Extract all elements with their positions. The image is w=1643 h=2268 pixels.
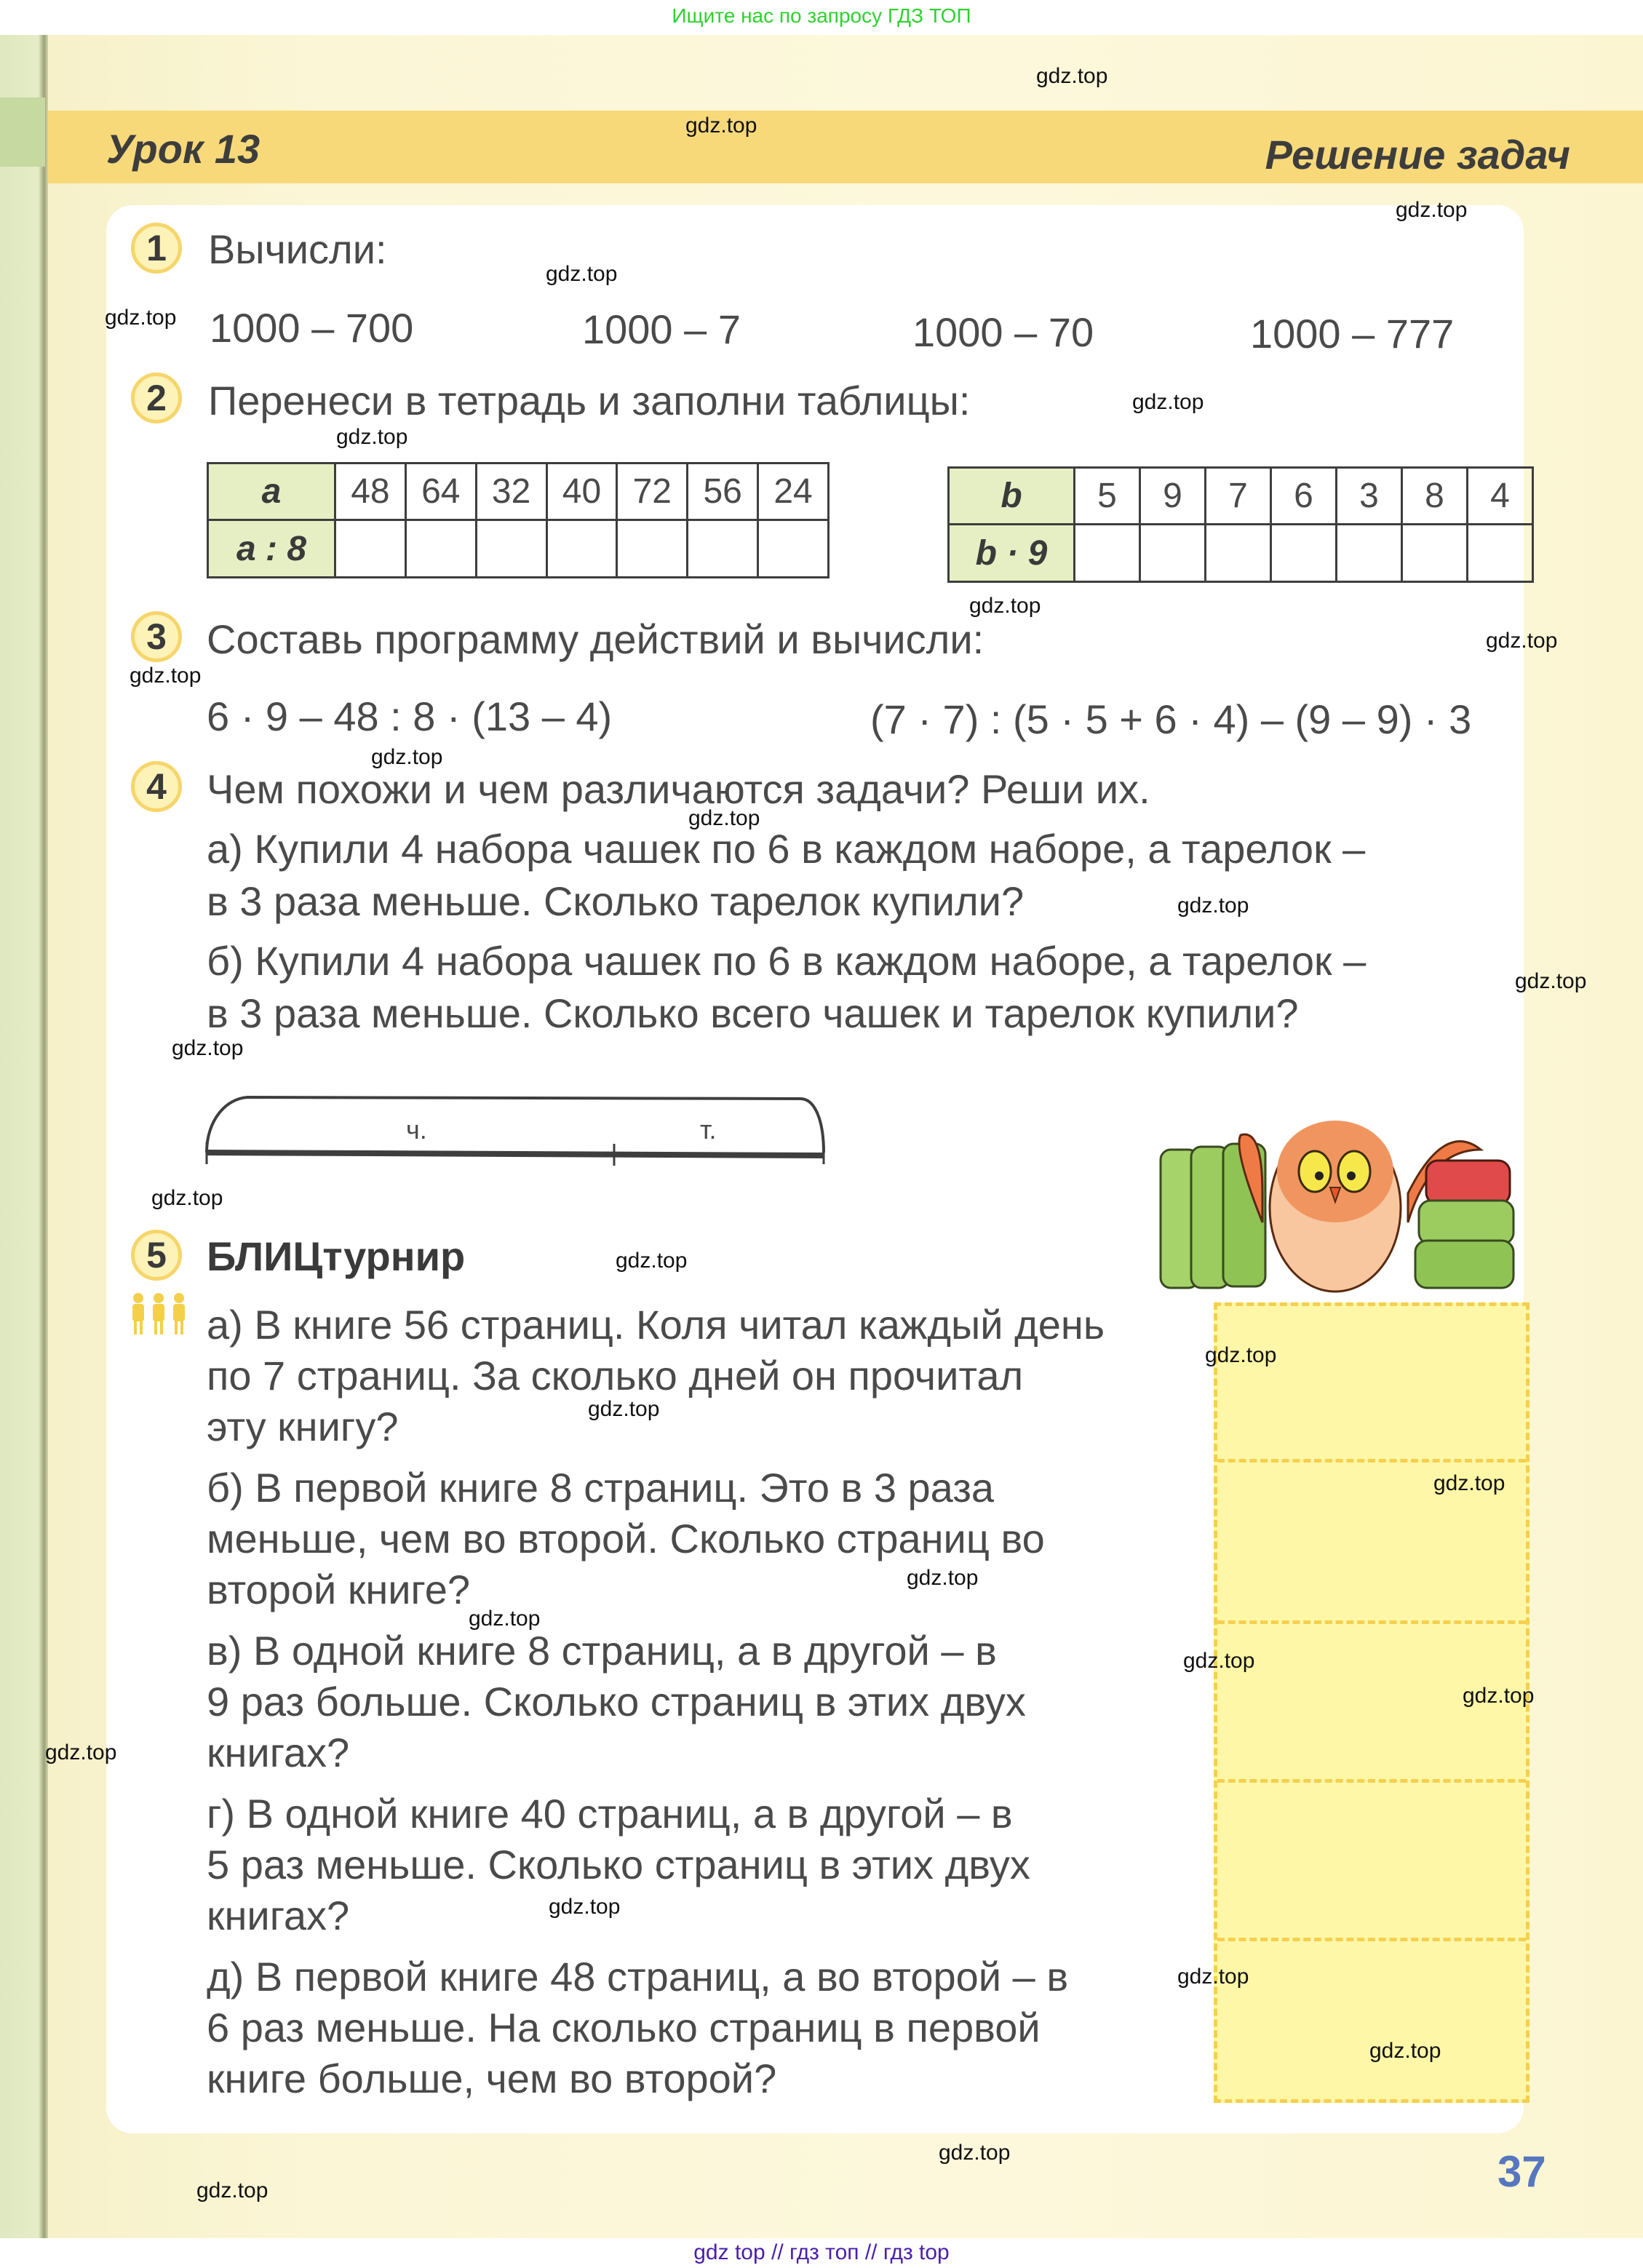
watermark: gdz.top: [1463, 1684, 1535, 1708]
table-a-empty-cell: [476, 520, 546, 578]
task-5v-line: 9 раз больше. Сколько страниц в этих двух: [207, 1679, 1026, 1724]
watermark: gdz.top: [1036, 64, 1108, 88]
table-b-empty-cell: [1075, 525, 1140, 582]
watermark: gdz.top: [549, 1895, 621, 1919]
task-4-title: Чем похожи и чем различаются задачи? Реши их.: [207, 766, 1150, 812]
table-b-empty-cell: [1206, 525, 1271, 582]
segment-diagram: [204, 1091, 830, 1171]
task-5-title: БЛИЦтурнир: [207, 1233, 466, 1279]
table-b-empty-cell: [1468, 525, 1533, 582]
task-5b-line: б) В первой книге 8 страниц. Это в 3 раза: [207, 1465, 995, 1511]
task-5b-line: меньше, чем во второй. Сколько страниц во: [207, 1516, 1045, 1561]
task-5a-line: эту книгу?: [207, 1404, 399, 1449]
watermark: gdz.top: [546, 262, 618, 286]
table-b-value: 3: [1337, 468, 1402, 525]
watermark: gdz.top: [130, 664, 202, 688]
task-1-expression: 1000 – 7: [582, 306, 741, 352]
diagram-label-plates: т.: [700, 1115, 717, 1145]
table-b-header-b-times-9: b · 9: [949, 525, 1075, 582]
spine-color-band: [0, 98, 45, 167]
table-a-empty-cell: [688, 520, 758, 578]
task-3-title: Составь программу действий и вычисли:: [207, 616, 984, 662]
table-a-empty-cell: [758, 520, 829, 578]
task-number-5: 5: [131, 1230, 182, 1281]
task-5v-line: в) В одной книге 8 страниц, а в другой – в: [207, 1628, 997, 1674]
watermark: gdz.top: [172, 1036, 244, 1060]
task-1-title: Вычисли:: [208, 226, 387, 272]
table-b-header-b: b: [949, 468, 1075, 525]
task-3-expression-2: (7 · 7) : (5 · 5 + 6 · 4) – (9 – 9) · 3: [870, 696, 1472, 742]
watermark: gdz.top: [907, 1566, 979, 1590]
page-number: 37: [1497, 2147, 1546, 2196]
answer-card-divider: [1217, 1938, 1526, 1941]
watermark: gdz.top: [1515, 969, 1587, 993]
group-work-icon: [128, 1292, 191, 1336]
table-a-value: 72: [617, 463, 688, 520]
task-5g-line: г) В одной книге 40 страниц, а в другой – в: [207, 1791, 1013, 1837]
owl-with-books-illustration: [1153, 1106, 1524, 1295]
table-a-empty-cell: [617, 520, 688, 578]
task-5v-line: книгах?: [207, 1730, 350, 1775]
table-b-empty-cell: [1337, 525, 1402, 582]
table-b-empty-cell: [1140, 525, 1206, 582]
table-b-value: 6: [1271, 468, 1337, 525]
book-spine: [0, 35, 48, 2238]
table-a-value: 32: [476, 463, 546, 520]
table-b-value: 5: [1075, 468, 1140, 525]
task-5d-line: 6 раз меньше. На сколько страниц в первой: [207, 2005, 1041, 2050]
watermark: gdz.top: [1396, 198, 1468, 222]
watermark: gdz.top: [1177, 1965, 1249, 1989]
task-5a-line: а) В книге 56 страниц. Коля читал каждый день: [207, 1302, 1105, 1348]
task-5d-line: книге больше, чем во второй?: [207, 2056, 777, 2101]
table-a-empty-cell: [405, 520, 476, 578]
table-b-value: 4: [1468, 468, 1533, 525]
watermark: gdz.top: [939, 2141, 1011, 2165]
task-number-3: 3: [131, 611, 182, 662]
answer-card-divider: [1217, 1459, 1526, 1463]
answer-card-divider: [1217, 1779, 1526, 1783]
watermark: gdz.top: [1132, 390, 1204, 414]
table-a-header-a-div-8: a : 8: [208, 520, 335, 578]
table-a: [207, 462, 830, 578]
watermark: gdz.top: [1369, 2039, 1441, 2063]
watermark: gdz.top: [616, 1249, 688, 1273]
watermark: gdz.top: [1183, 1649, 1255, 1673]
task-5d-line: д) В первой книге 48 страниц, а во второй – в: [207, 1954, 1069, 2000]
table-a-value: 40: [546, 463, 617, 520]
table-b: [947, 466, 1534, 583]
watermark: gdz.top: [588, 1397, 660, 1421]
watermark: gdz.top: [105, 306, 177, 330]
lesson-topic: Решение задач: [1265, 132, 1570, 178]
watermark: gdz.top: [469, 1607, 541, 1631]
task-number-4: 4: [131, 761, 182, 812]
task-4b-line: б) Купили 4 набора чашек по 6 в каждом наборе, а тарелок –: [207, 938, 1366, 984]
table-a-value: 48: [335, 463, 406, 520]
watermark: gdz.top: [1486, 629, 1558, 653]
task-number-1: 1: [131, 223, 182, 274]
watermark: gdz.top: [969, 594, 1041, 618]
watermark: gdz.top: [685, 114, 757, 138]
task-3-expression-1: 6 · 9 – 48 : 8 · (13 – 4): [207, 693, 613, 739]
answer-card-divider: [1217, 1620, 1526, 1624]
table-a-empty-cell: [546, 520, 617, 578]
watermark: gdz.top: [151, 1186, 223, 1210]
task-5b-line: второй книге?: [207, 1567, 471, 1612]
watermark: gdz.top: [1205, 1343, 1277, 1367]
footer-links[interactable]: gdz top // гдз топ // гдз top: [693, 2240, 950, 2264]
watermark: gdz.top: [688, 806, 760, 830]
watermark: gdz.top: [1177, 894, 1249, 918]
task-4a-line: а) Купили 4 набора чашек по 6 в каждом наборе, а тарелок –: [207, 826, 1366, 872]
table-b-empty-cell: [1402, 525, 1468, 582]
table-a-value: 24: [758, 463, 829, 520]
watermark: gdz.top: [336, 425, 408, 449]
task-1-expression: 1000 – 777: [1250, 311, 1455, 357]
table-b-value: 8: [1402, 468, 1468, 525]
task-5g-line: 5 раз меньше. Сколько страниц в этих двух: [207, 1842, 1030, 1887]
lesson-number: Урок 13: [106, 126, 260, 172]
task-5a-line: по 7 страниц. За сколько дней он прочитал: [207, 1353, 1024, 1398]
table-a-empty-cell: [335, 520, 406, 578]
books-right-icon: [1415, 1161, 1513, 1288]
watermark: gdz.top: [196, 2179, 268, 2203]
table-a-header-a: a: [208, 463, 335, 520]
table-a-value: 56: [688, 463, 758, 520]
task-4b-line: в 3 раза меньше. Сколько всего чашек и тарелок купили?: [207, 990, 1299, 1036]
diagram-label-cups: ч.: [406, 1115, 427, 1145]
table-b-value: 9: [1140, 468, 1206, 525]
task-5g-line: книгах?: [207, 1893, 350, 1938]
task-2-title: Перенеси в тетрадь и заполни таблицы:: [208, 378, 971, 423]
watermark: gdz.top: [45, 1740, 117, 1764]
table-b-empty-cell: [1271, 525, 1337, 582]
task-number-2: 2: [131, 373, 182, 423]
watermark: gdz.top: [371, 745, 443, 769]
table-a-value: 64: [405, 463, 476, 520]
task-1-expression: 1000 – 70: [912, 309, 1094, 355]
task-4a-line: в 3 раза меньше. Сколько тарелок купили?: [207, 878, 1025, 924]
top-banner[interactable]: Ищите нас по запросу ГДЗ ТОП: [672, 4, 971, 27]
table-b-value: 7: [1206, 468, 1271, 525]
watermark: gdz.top: [1433, 1471, 1505, 1495]
task-1-expression: 1000 – 700: [210, 305, 414, 351]
